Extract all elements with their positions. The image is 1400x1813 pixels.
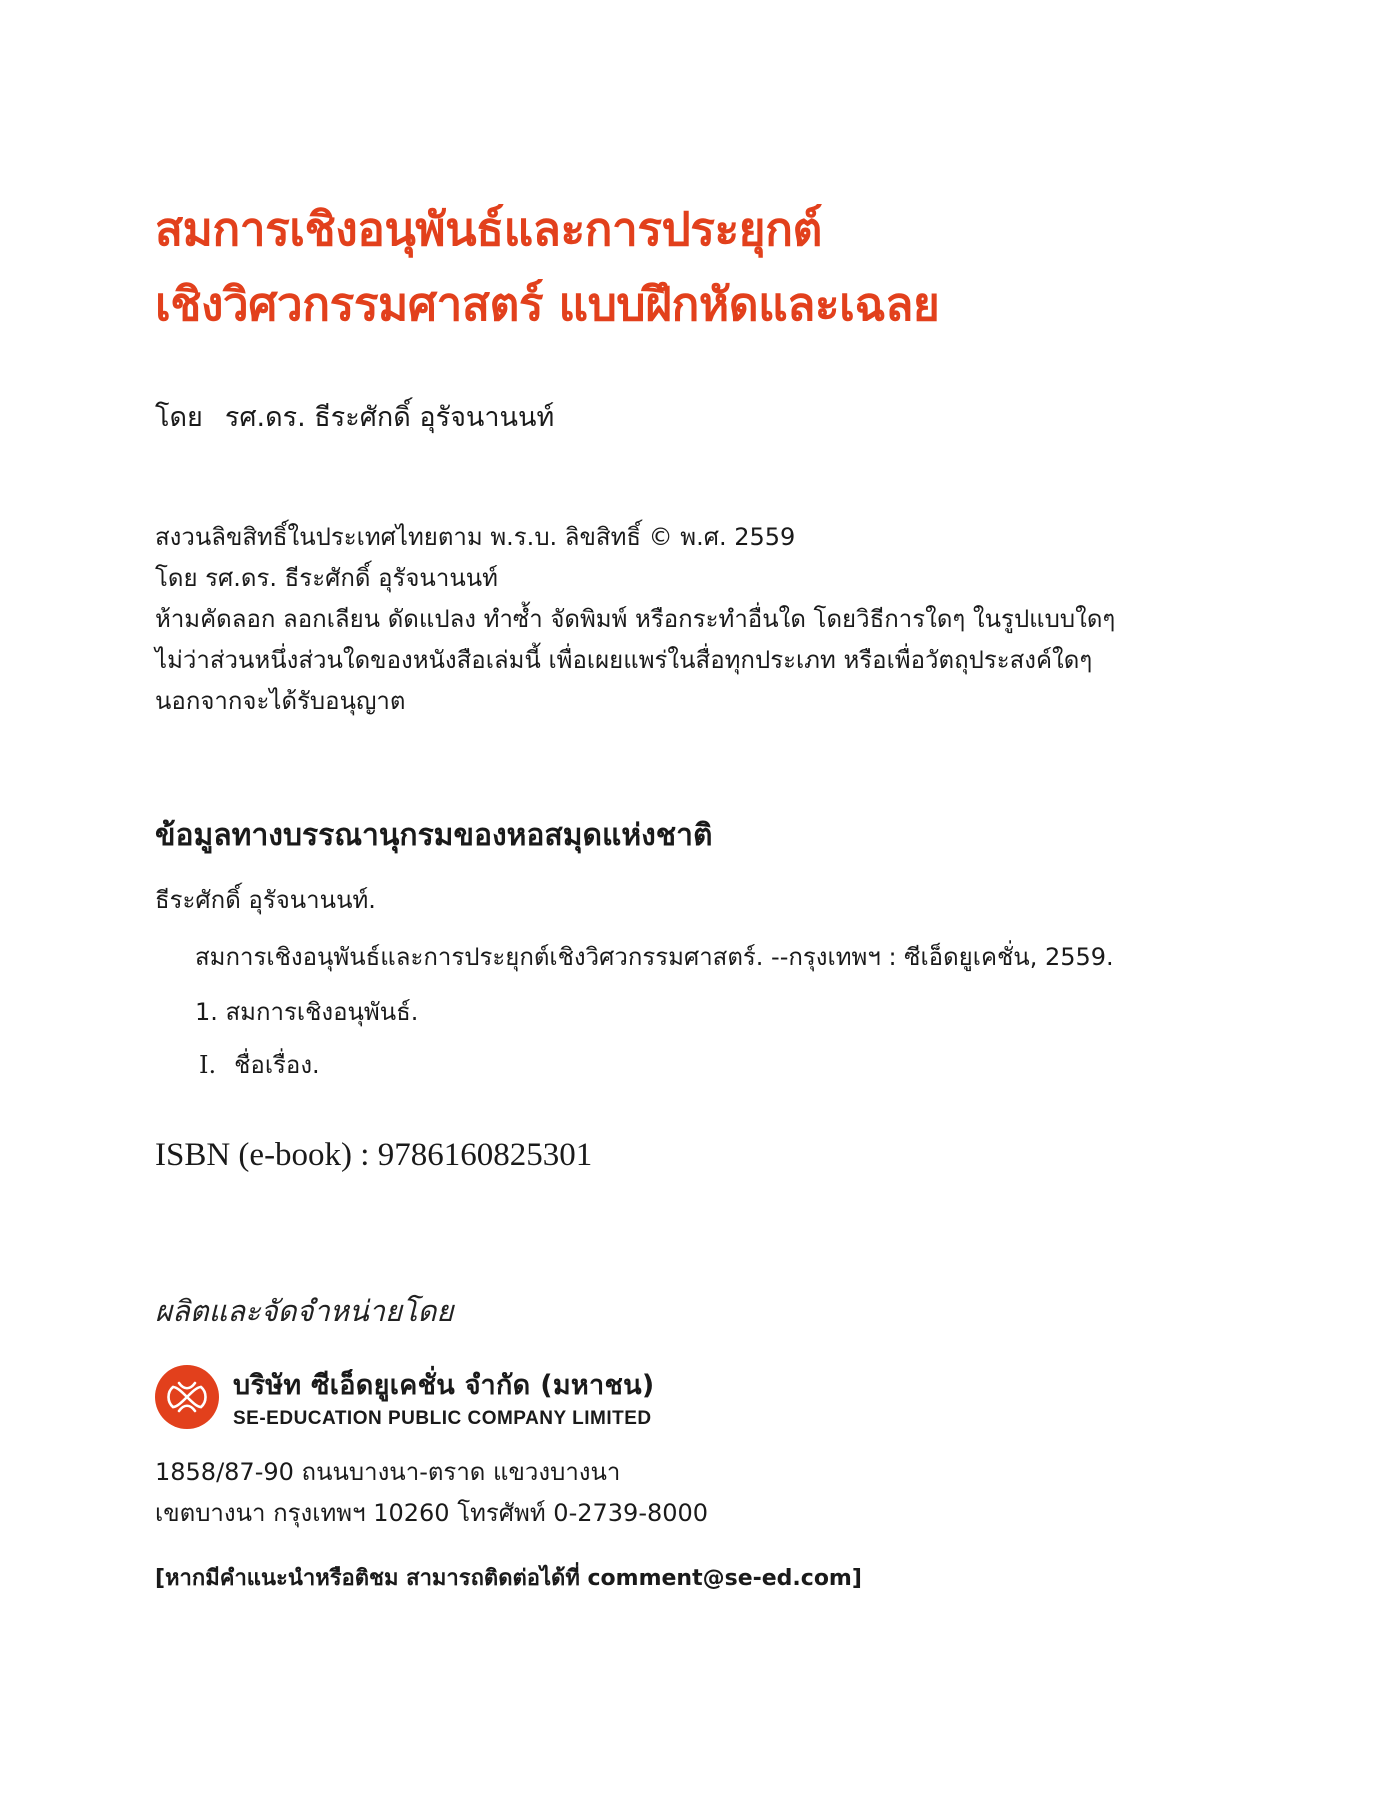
cip-title-index bbox=[199, 1045, 320, 1084]
producer-label: ผลิตและจัดจำหน่ายโดย bbox=[155, 1294, 454, 1328]
cip-title-index-label: ชื่อเรื่อง. bbox=[234, 1051, 320, 1079]
cip-subject-entry: 1. สมการเชิงอนุพันธ์. bbox=[195, 998, 419, 1026]
copyright-notice bbox=[155, 517, 1115, 722]
copyright-line: สงวนลิขสิทธิ์ในประเทศไทยตาม พ.ร.บ. ลิขสิทธิ์ © พ.ศ. 2559 bbox=[155, 523, 796, 551]
company-address bbox=[155, 1452, 708, 1534]
author-line bbox=[155, 395, 554, 438]
author-prefix: โดย bbox=[155, 402, 203, 433]
cip-title-index-numeral: I. bbox=[199, 1051, 217, 1079]
copyright-line: นอกจากจะได้รับอนุญาต bbox=[155, 687, 406, 715]
book-title bbox=[155, 192, 939, 342]
contact-note: [หากมีคำแนะนำหรือติชม สามารถติดต่อได้ที่ comment@se-ed.com] bbox=[155, 1566, 862, 1591]
se-ed-logo-icon bbox=[155, 1365, 219, 1429]
isbn: ISBN (e-book) : 9786160825301 bbox=[155, 1137, 593, 1173]
author-name: รศ.ดร. ธีระศักดิ์ อุรัจนานนท์ bbox=[224, 402, 555, 433]
company-name-thai: บริษัท ซีเอ็ดยูเคชั่น จำกัด (มหาชน) bbox=[233, 1370, 655, 1401]
book-title-line-1: สมการเชิงอนุพันธ์และการประยุกต์ bbox=[155, 202, 822, 256]
cip-title-entry: สมการเชิงอนุพันธ์และการประยุกต์เชิงวิศวกรรมศาสตร์. --กรุงเทพฯ : ซีเอ็ดยูเคชั่น, 2559. bbox=[195, 943, 1114, 971]
company-name bbox=[233, 1363, 655, 1430]
address-line-2: เขตบางนา กรุงเทพฯ 10260 โทรศัพท์ 0-2739-8000 bbox=[155, 1499, 709, 1527]
cip-author-entry: ธีระศักดิ์ อุรัจนานนท์. bbox=[155, 886, 376, 914]
company-name-english: SE-EDUCATION PUBLIC COMPANY LIMITED bbox=[233, 1408, 652, 1429]
book-title-line-2: เชิงวิศวกรรมศาสตร์ แบบฝึกหัดและเฉลย bbox=[155, 277, 940, 331]
copyright-line: ห้ามคัดลอก ลอกเลียน ดัดแปลง ทำซ้ำ จัดพิมพ์ หรือกระทำอื่นใด โดยวิธีการใดๆ ในรูปแบบใดๆ bbox=[155, 605, 1116, 633]
address-line-1: 1858/87-90 ถนนบางนา-ตราด แขวงบางนา bbox=[155, 1458, 621, 1486]
copyright-line: ไม่ว่าส่วนหนึ่งส่วนใดของหนังสือเล่มนี้ เพื่อเผยแพร่ในสื่อทุกประเภท หรือเพื่อวัตถุประสงค์ใดๆ bbox=[155, 646, 1093, 674]
se-ed-logo-mark bbox=[155, 1365, 219, 1429]
copyright-line: โดย รศ.ดร. ธีระศักดิ์ อุรัจนานนท์ bbox=[155, 564, 498, 592]
cip-heading: ข้อมูลทางบรรณานุกรมของหอสมุดแห่งชาติ bbox=[155, 818, 713, 853]
